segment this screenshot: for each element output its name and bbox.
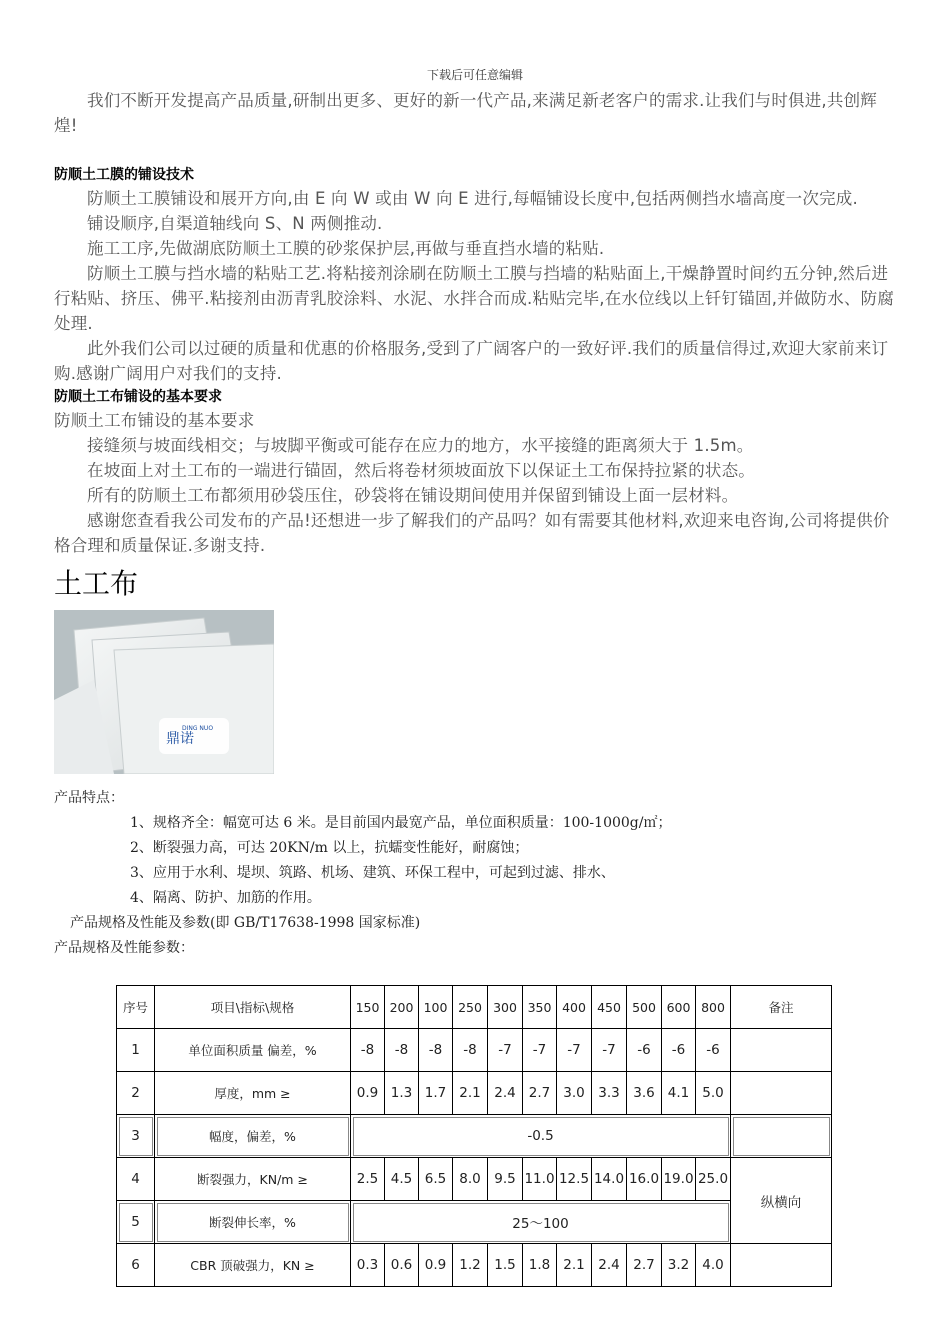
row-item: 幅度，偏差，% [155, 1115, 351, 1158]
header-spec: 200 [385, 986, 419, 1029]
svg-text:DING NUO: DING NUO [182, 725, 214, 732]
cell-value: 2.7 [523, 1072, 557, 1115]
cell-value: 2.1 [453, 1072, 488, 1115]
product-title: 土工布 [54, 567, 139, 600]
row-no: 4 [117, 1158, 155, 1201]
row-item: CBR 顶破强力，KN ≥ [155, 1244, 351, 1287]
cell-remark [731, 1115, 832, 1158]
cell-value: -8 [385, 1029, 419, 1072]
cell-value: -7 [488, 1029, 523, 1072]
table-row [117, 1201, 832, 1244]
fabric-paragraph: 在坡面上对土工布的一端进行锚固，然后将卷材须坡面放下以保证土工布保持拉紧的状态。 [87, 461, 755, 480]
header-spec: 400 [557, 986, 592, 1029]
cell-value: 2.5 [351, 1158, 385, 1201]
cell-value: -6 [696, 1029, 731, 1072]
cell-value: 0.3 [351, 1244, 385, 1287]
header-remark: 备注 [731, 986, 832, 1029]
cell-value: -7 [592, 1029, 627, 1072]
cell-value: 0.9 [351, 1072, 385, 1115]
standard-line: 产品规格及性能及参数(即 GB/T17638-1998 国家标准) [70, 915, 421, 931]
product-photo [54, 610, 274, 774]
cell-value: 4.1 [662, 1072, 696, 1115]
membrane-paragraph: 此外我们公司以过硬的质量和优惠的价格服务,受到了广阔客户的一致好评.我们的质量信得过,欢迎大家前来订购.感谢广阔用户对我们的支持. [54, 339, 889, 383]
cell-value: 25.0 [696, 1158, 731, 1201]
header-item: 项目\指标\规格 [155, 986, 351, 1029]
cell-value: 1.2 [453, 1244, 488, 1287]
brand-logo [159, 718, 229, 754]
membrane-paragraph: 施工工序,先做湖底防顺土工膜的砂浆保护层,再做与垂直挡水墙的粘贴. [87, 239, 605, 258]
feature-item: 4、隔离、防护、加筋的作用。 [130, 890, 321, 906]
header-spec: 150 [351, 986, 385, 1029]
cell-value: 3.6 [627, 1072, 662, 1115]
cell-remark [731, 1072, 832, 1115]
header-spec: 300 [488, 986, 523, 1029]
header-spec: 350 [523, 986, 557, 1029]
features-label: 产品特点： [54, 790, 124, 806]
cell-value: 2.1 [557, 1244, 592, 1287]
cell-value: 19.0 [662, 1158, 696, 1201]
section-heading-membrane: 防顺土工膜的铺设技术 [54, 167, 194, 183]
header-spec: 250 [453, 986, 488, 1029]
table-label: 产品规格及性能参数： [54, 940, 194, 956]
cell-value: 3.2 [662, 1244, 696, 1287]
cell-value: 0.6 [385, 1244, 419, 1287]
cell-value: 16.0 [627, 1158, 662, 1201]
cell-merged-value: 25～100 [351, 1201, 731, 1244]
cell-value: 12.5 [557, 1158, 592, 1201]
cell-value: 8.0 [453, 1158, 488, 1201]
section-heading-fabric: 防顺土工布铺设的基本要求 [54, 389, 222, 405]
feature-item: 3、应用于水利、堤坝、筑路、机场、建筑、环保工程中，可起到过滤、排水、 [130, 865, 615, 881]
cell-value: 14.0 [592, 1158, 627, 1201]
cell-value: 1.5 [488, 1244, 523, 1287]
cell-value: 4.0 [696, 1244, 731, 1287]
cell-value: 9.5 [488, 1158, 523, 1201]
header-spec: 100 [419, 986, 453, 1029]
feature-item: 1、规格齐全：幅宽可达 6 米。是目前国内最宽产品，单位面积质量：100-1000g/㎡； [130, 815, 672, 831]
row-item: 单位面积质量 偏差，% [155, 1029, 351, 1072]
cell-value: 11.0 [523, 1158, 557, 1201]
header-spec: 500 [627, 986, 662, 1029]
header-spec: 800 [696, 986, 731, 1029]
cell-value: 5.0 [696, 1072, 731, 1115]
feature-item: 2、断裂强力高，可达 20KN/m 以上，抗蠕变性能好，耐腐蚀； [130, 840, 529, 856]
document-body [54, 88, 900, 961]
membrane-paragraph: 铺设顺序,自渠道轴线向 S、N 两侧推动. [87, 214, 383, 233]
cell-value: 2.4 [488, 1072, 523, 1115]
header-no: 序号 [117, 986, 155, 1029]
row-no: 3 [117, 1115, 155, 1158]
page-header-note: 下载后可任意编辑 [426, 68, 523, 82]
cell-value: -8 [453, 1029, 488, 1072]
cell-value: -8 [419, 1029, 453, 1072]
row-item: 断裂强力，KN/m ≥ [155, 1158, 351, 1201]
row-no: 5 [117, 1201, 155, 1244]
geotextile-sheets-image [54, 610, 274, 774]
cell-merged-value: -0.5 [351, 1115, 731, 1158]
cell-value: 1.8 [523, 1244, 557, 1287]
row-item: 厚度，mm ≥ [155, 1072, 351, 1115]
cell-value: 2.4 [592, 1244, 627, 1287]
cell-value: 2.7 [627, 1244, 662, 1287]
table-row [117, 1029, 832, 1072]
header-spec: 450 [592, 986, 627, 1029]
cell-remark [731, 1029, 832, 1072]
cell-value: -7 [523, 1029, 557, 1072]
cell-value: 1.7 [419, 1072, 453, 1115]
fabric-paragraph: 感谢您查看我公司发布的产品!还想进一步了解我们的产品吗？如有需要其他材料,欢迎来电咨询,公司将提供价格合理和质量保证.多谢支持. [54, 511, 890, 555]
spec-table [116, 985, 832, 1287]
table-header-row [117, 986, 832, 1029]
cell-value: 4.5 [385, 1158, 419, 1201]
cell-value: -8 [351, 1029, 385, 1072]
header-spec: 600 [662, 986, 696, 1029]
intro-paragraph: 我们不断开发提高产品质量,研制出更多、更好的新一代产品,来满足新老客户的需求.让我们与时俱进,共创辉煌! [54, 91, 877, 135]
cell-value: 1.3 [385, 1072, 419, 1115]
membrane-paragraph: 防顺土工膜铺设和展开方向,由 E 向 W 或由 W 向 E 进行,每幅铺设长度中,包括两侧挡水墙高度一次完成. [87, 189, 858, 208]
row-item: 断裂伸长率，% [155, 1201, 351, 1244]
table-row [117, 1115, 832, 1158]
fabric-paragraph: 所有的防顺土工布都须用砂袋压住，砂袋将在铺设期间使用并保留到铺设上面一层材料。 [87, 486, 739, 505]
cell-value: 3.3 [592, 1072, 627, 1115]
row-no: 2 [117, 1072, 155, 1115]
row-no: 1 [117, 1029, 155, 1072]
table-row [117, 1244, 832, 1287]
cell-remark [731, 1244, 832, 1287]
cell-value: -7 [557, 1029, 592, 1072]
fabric-paragraph: 接缝须与坡面线相交；与坡脚平衡或可能存在应力的地方，水平接缝的距离须大于 1.5m。 [87, 436, 754, 455]
membrane-paragraph: 防顺土工膜与挡水墙的粘贴工艺.将粘接剂涂刷在防顺土工膜与挡墙的粘贴面上,干燥静置时间约五分钟,然后进行粘贴、挤压、佛平.粘接剂由沥青乳胶涂料、水泥、水拌合而成.粘贴完毕,在水位线以上钎钉锚固,并做防水、防腐处理. [54, 264, 895, 333]
section-subheading-fabric: 防顺土工布铺设的基本要求 [54, 411, 255, 430]
row-no: 6 [117, 1244, 155, 1287]
cell-value: 0.9 [419, 1244, 453, 1287]
table-row [117, 1072, 832, 1115]
cell-value: 6.5 [419, 1158, 453, 1201]
cell-remark-merged: 纵横向 [731, 1158, 832, 1244]
cell-value: -6 [662, 1029, 696, 1072]
svg-text:鼎诺: 鼎诺 [166, 731, 194, 747]
table-row [117, 1158, 832, 1201]
cell-value: 3.0 [557, 1072, 592, 1115]
cell-value: -6 [627, 1029, 662, 1072]
